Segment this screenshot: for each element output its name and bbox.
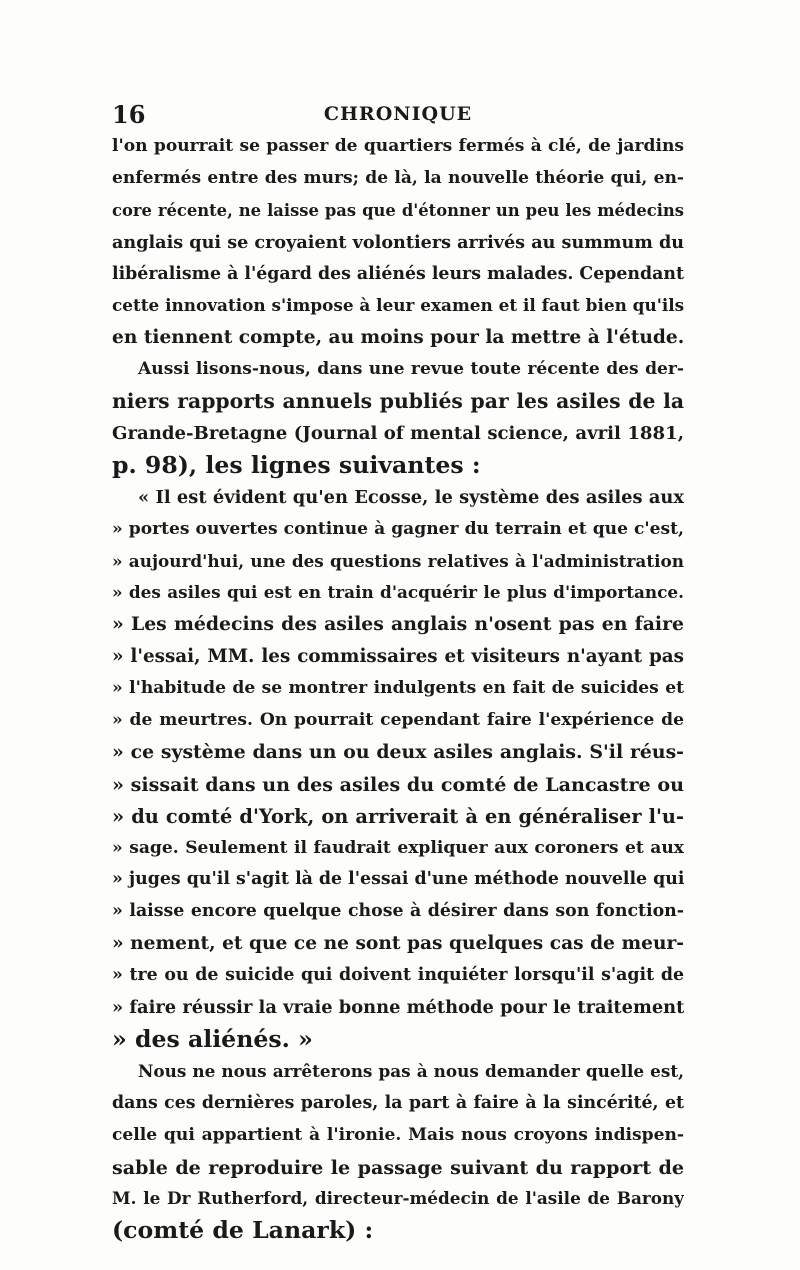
quote-line: » des asiles qui est en train d'acquérir le plus d'importance. <box>112 582 684 603</box>
text-line: enfermés entre des murs; de là, la nouvelle théorie qui, en- <box>112 167 684 188</box>
quote-line: » sage. Seulement il faudrait expliquer aux coroners et aux <box>112 837 684 858</box>
text-line: core récente, ne laisse pas que d'étonner un peu les médecins <box>112 200 684 220</box>
paragraph-intro-quote <box>112 354 684 482</box>
quote-line: » l'habitude de se montrer indulgents en fait de suicides et <box>112 678 684 699</box>
text-line: dans ces dernières paroles, la part à faire à la sincérité, et <box>112 1092 684 1113</box>
text-line: anglais qui se croyaient volontiers arrivés au summum du <box>112 231 684 253</box>
quote-line: » laisse encore quelque chose à désirer dans son fonction- <box>112 901 684 922</box>
text-line: l'on pourrait se passer de quartiers fermés à clé, de jardins <box>112 136 684 156</box>
quote-line: » juges qu'il s'agit là de l'essai d'une méthode nouvelle qui <box>112 869 684 890</box>
quote-line: » du comté d'York, on arriverait à en généraliser l'u- <box>112 804 684 828</box>
paragraph-continuation <box>112 131 684 354</box>
page-header <box>112 100 684 130</box>
text-line: Aussi lisons-nous, dans une revue toute récente des der- <box>138 359 684 380</box>
quote-line: » Les médecins des asiles anglais n'osent pas en faire <box>112 613 684 636</box>
page-number: 16 <box>112 100 146 129</box>
quote-line: » portes ouvertes continue à gagner du terrain et que c'est, <box>112 518 684 539</box>
quote-line: » tre ou de suicide qui doivent inquiéter lorsqu'il s'agit de <box>112 965 684 986</box>
quote-line: » l'essai, MM. les commissaires et visiteurs n'ayant pas <box>112 646 684 668</box>
quote-line: » des aliénés. » <box>112 1024 313 1053</box>
text-line: Nous ne nous arrêterons pas à nous demander quelle est, <box>138 1060 684 1081</box>
text-line: (comté de Lanark) : <box>112 1216 374 1245</box>
quote-line: » de meurtres. On pourrait cependant faire l'expérience de <box>112 710 684 731</box>
page-body <box>112 131 684 1247</box>
quote-line: » sissait dans un des asiles du comté de Lancastre ou <box>112 772 684 796</box>
text-line: M. le Dr Rutherford, directeur-médecin de l'asile de Barony <box>112 1188 684 1209</box>
text-line: cette innovation s'impose à leur examen et il faut bien qu'ils <box>112 295 684 316</box>
text-line: Grande-Bretagne (Journal of mental science, avril 1881, <box>112 423 684 445</box>
text-line: p. 98), les lignes suivantes : <box>112 450 481 479</box>
running-title: CHRONIQUE <box>323 103 473 125</box>
text-line: niers rapports annuels publiés par les asiles de la <box>112 389 684 414</box>
text-line: libéralisme à l'égard des aliénés leurs malades. Cependant <box>112 263 684 284</box>
quote-line: « Il est évident qu'en Ecosse, le système des asiles aux <box>138 486 684 508</box>
text-line: en tiennent compte, au moins pour la mettre à l'étude. <box>112 327 684 349</box>
text-line: sable de reproduire le passage suivant du rapport de <box>112 1155 684 1179</box>
block-quotation <box>112 482 684 1056</box>
quote-line: » faire réussir la vraie bonne méthode pour le traitement <box>112 997 684 1019</box>
paragraph-commentary <box>112 1056 684 1247</box>
quote-line: » aujourd'hui, une des questions relatives à l'administration <box>112 550 684 571</box>
text-line: celle qui appartient à l'ironie. Mais nous croyons indispen- <box>112 1124 684 1145</box>
quote-line: » nement, et que ce ne sont pas quelques cas de meur- <box>112 933 684 955</box>
quote-line: » ce système dans un ou deux asiles anglais. S'il réus- <box>112 740 684 763</box>
